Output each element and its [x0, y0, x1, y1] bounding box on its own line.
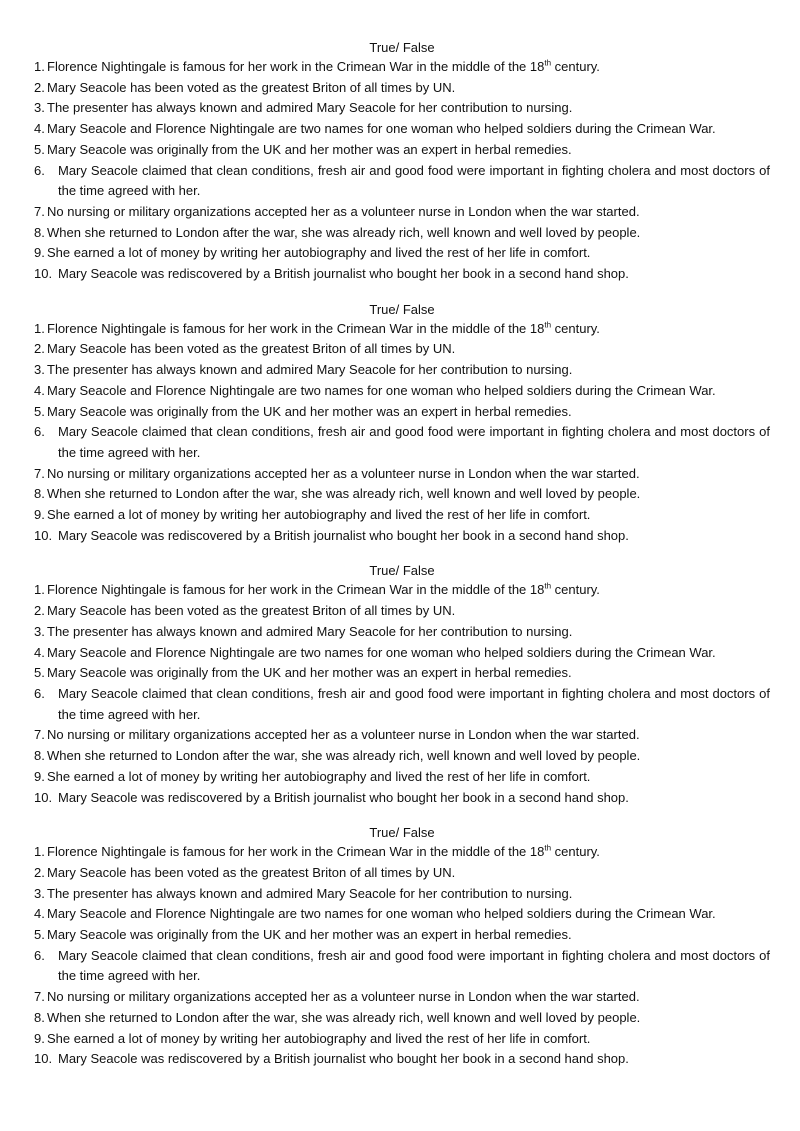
question-item: [34, 767, 770, 788]
question-text: Mary Seacole was rediscovered by a British journalist who bought her book in a second hand shop.: [58, 1051, 629, 1067]
question-item: [34, 98, 770, 119]
question-number: 6.: [34, 424, 45, 440]
question-item: [34, 526, 770, 547]
question-item: [34, 360, 770, 381]
question-text-end: century.: [551, 582, 600, 598]
question-number: 7.: [34, 203, 45, 219]
question-item: [34, 319, 770, 340]
question-number: 9.: [34, 1030, 45, 1046]
question-number: 2.: [34, 864, 45, 880]
question-item: [34, 746, 770, 767]
true-false-block: [34, 39, 770, 285]
question-text: Mary Seacole claimed that clean conditions, fresh air and good food were important in fighting cholera and most doctors of the time agreed with her.: [58, 947, 770, 984]
question-text-end: century.: [551, 844, 600, 860]
question-number: 5.: [34, 141, 45, 157]
question-number: 4.: [34, 382, 45, 398]
question-superscript: th: [544, 320, 552, 330]
question-item: [34, 202, 770, 223]
question-text: Florence Nightingale is famous for her work in the Crimean War in the middle of the 18: [47, 844, 545, 860]
question-number: 10.: [34, 527, 53, 543]
question-text: Mary Seacole was originally from the UK and her mother was an expert in herbal remedies.: [47, 927, 572, 943]
question-text: Mary Seacole has been voted as the greatest Briton of all times by UN.: [47, 341, 456, 357]
question-number: 10.: [34, 789, 53, 805]
question-item: [34, 725, 770, 746]
question-text: No nursing or military organizations accepted her as a volunteer nurse in London when the war started.: [47, 203, 640, 219]
question-item: [34, 601, 770, 622]
question-item: [34, 505, 770, 526]
question-text: She earned a lot of money by writing her autobiography and lived the rest of her life in comfort.: [47, 1030, 591, 1046]
question-text: When she returned to London after the war, she was already rich, well known and well loved by people.: [47, 224, 641, 240]
question-item: [34, 946, 770, 987]
question-text: The presenter has always known and admired Mary Seacole for her contribution to nursing.: [47, 885, 573, 901]
question-text: Florence Nightingale is famous for her work in the Crimean War in the middle of the 18: [47, 582, 545, 598]
question-number: 1.: [34, 582, 45, 598]
question-superscript: th: [544, 843, 552, 853]
question-number: 3.: [34, 362, 45, 378]
question-text: Mary Seacole claimed that clean conditions, fresh air and good food were important in fighting cholera and most doctors of the time agreed with her.: [58, 424, 770, 460]
question-number: 6.: [34, 162, 45, 178]
question-number: 4.: [34, 644, 45, 660]
question-text: Mary Seacole was rediscovered by a British journalist who bought her book in a second hand shop.: [58, 789, 629, 805]
question-list: [34, 57, 770, 285]
question-text: Mary Seacole claimed that clean conditions, fresh air and good food were important in fighting cholera and most doctors of the time agreed with her.: [58, 685, 770, 722]
question-text: She earned a lot of money by writing her autobiography and lived the rest of her life in comfort.: [47, 768, 591, 784]
block-title: True/ False: [369, 40, 435, 55]
question-text: Mary Seacole and Florence Nightingale are two names for one woman who helped soldiers during the Crimean War.: [47, 121, 716, 137]
question-item: [34, 925, 770, 946]
question-item: [34, 842, 770, 863]
question-number: 2.: [34, 341, 45, 357]
question-number: 10.: [34, 266, 53, 282]
question-item: [34, 464, 770, 485]
question-text: Mary Seacole was originally from the UK and her mother was an expert in herbal remedies.: [47, 403, 572, 419]
question-text: Florence Nightingale is famous for her work in the Crimean War in the middle of the 18: [47, 320, 545, 336]
question-text: The presenter has always known and admired Mary Seacole for her contribution to nursing.: [47, 623, 573, 639]
question-text: When she returned to London after the war, she was already rich, well known and well loved by people.: [47, 486, 641, 502]
question-item: [34, 904, 770, 925]
true-false-block: [34, 562, 770, 808]
question-text: No nursing or military organizations accepted her as a volunteer nurse in London when the war started.: [47, 465, 640, 481]
question-item: [34, 1029, 770, 1050]
question-number: 4.: [34, 121, 45, 137]
question-number: 5.: [34, 665, 45, 681]
question-item: [34, 161, 770, 202]
question-item: [34, 987, 770, 1008]
question-number: 2.: [34, 603, 45, 619]
question-list: [34, 842, 770, 1070]
question-number: 8.: [34, 748, 45, 764]
question-text-end: century.: [551, 320, 600, 336]
question-number: 4.: [34, 906, 45, 922]
question-item: [34, 402, 770, 423]
question-text-end: century.: [551, 59, 600, 74]
question-item: [34, 884, 770, 905]
question-text: Mary Seacole was rediscovered by a British journalist who bought her book in a second hand shop.: [58, 527, 629, 543]
block-title: True/ False: [369, 825, 435, 841]
question-text: Mary Seacole has been voted as the greatest Briton of all times by UN.: [47, 79, 456, 95]
question-item: [34, 57, 770, 78]
question-text: Florence Nightingale is famous for her work in the Crimean War in the middle of the 18: [47, 59, 545, 74]
true-false-block: [34, 301, 770, 547]
question-list: [34, 580, 770, 808]
question-item: [34, 119, 770, 140]
question-text: When she returned to London after the war, she was already rich, well known and well loved by people.: [47, 1009, 641, 1025]
question-text: Mary Seacole and Florence Nightingale are two names for one woman who helped soldiers during the Crimean War.: [47, 644, 716, 660]
question-text: Mary Seacole claimed that clean conditions, fresh air and good food were important in fighting cholera and most doctors of the time agreed with her.: [58, 162, 770, 199]
question-item: [34, 663, 770, 684]
question-text: The presenter has always known and admired Mary Seacole for her contribution to nursing.: [47, 100, 573, 116]
question-number: 8.: [34, 1009, 45, 1025]
question-number: 3.: [34, 885, 45, 901]
question-text: Mary Seacole and Florence Nightingale are two names for one woman who helped soldiers during the Crimean War.: [47, 906, 716, 922]
question-item: [34, 264, 770, 285]
question-item: [34, 223, 770, 244]
question-number: 9.: [34, 768, 45, 784]
question-text: Mary Seacole was rediscovered by a British journalist who bought her book in a second hand shop.: [58, 266, 629, 282]
question-text: No nursing or military organizations accepted her as a volunteer nurse in London when the war started.: [47, 989, 640, 1005]
question-item: [34, 684, 770, 725]
question-item: [34, 78, 770, 99]
question-number: 2.: [34, 79, 45, 95]
block-title: True/ False: [369, 301, 435, 317]
question-superscript: th: [544, 582, 552, 592]
question-number: 7.: [34, 465, 45, 481]
question-number: 10.: [34, 1051, 53, 1067]
question-number: 9.: [34, 245, 45, 261]
question-text: When she returned to London after the war, she was already rich, well known and well loved by people.: [47, 748, 641, 764]
question-item: [34, 1008, 770, 1029]
question-item: [34, 622, 770, 643]
question-text: Mary Seacole was originally from the UK and her mother was an expert in herbal remedies.: [47, 141, 572, 157]
true-false-block: [34, 824, 770, 1070]
question-item: [34, 788, 770, 809]
question-number: 9.: [34, 507, 45, 523]
question-item: [34, 381, 770, 402]
worksheet-page: [34, 39, 770, 1086]
question-number: 7.: [34, 989, 45, 1005]
question-text: The presenter has always known and admired Mary Seacole for her contribution to nursing.: [47, 362, 573, 378]
question-text: Mary Seacole and Florence Nightingale are two names for one woman who helped soldiers during the Crimean War.: [47, 382, 716, 398]
question-number: 1.: [34, 320, 45, 336]
question-number: 8.: [34, 224, 45, 240]
question-superscript: th: [544, 58, 552, 68]
question-number: 7.: [34, 727, 45, 743]
question-item: [34, 140, 770, 161]
question-item: [34, 863, 770, 884]
question-list: [34, 319, 770, 547]
question-text: Mary Seacole has been voted as the greatest Briton of all times by UN.: [47, 864, 456, 880]
question-number: 5.: [34, 403, 45, 419]
question-number: 8.: [34, 486, 45, 502]
question-number: 6.: [34, 947, 45, 963]
question-text: Mary Seacole has been voted as the greatest Briton of all times by UN.: [47, 603, 456, 619]
question-number: 6.: [34, 685, 45, 701]
question-item: [34, 243, 770, 264]
question-text: Mary Seacole was originally from the UK and her mother was an expert in herbal remedies.: [47, 665, 572, 681]
question-number: 3.: [34, 623, 45, 639]
question-item: [34, 580, 770, 601]
question-number: 1.: [34, 844, 45, 860]
question-item: [34, 422, 770, 463]
question-number: 3.: [34, 100, 45, 116]
question-item: [34, 484, 770, 505]
question-number: 1.: [34, 59, 45, 74]
block-title: True/ False: [369, 563, 435, 579]
question-item: [34, 643, 770, 664]
question-text: She earned a lot of money by writing her autobiography and lived the rest of her life in comfort.: [47, 507, 591, 523]
question-item: [34, 1049, 770, 1070]
question-number: 5.: [34, 927, 45, 943]
question-item: [34, 339, 770, 360]
question-text: She earned a lot of money by writing her autobiography and lived the rest of her life in comfort.: [47, 245, 591, 261]
question-text: No nursing or military organizations accepted her as a volunteer nurse in London when the war started.: [47, 727, 640, 743]
